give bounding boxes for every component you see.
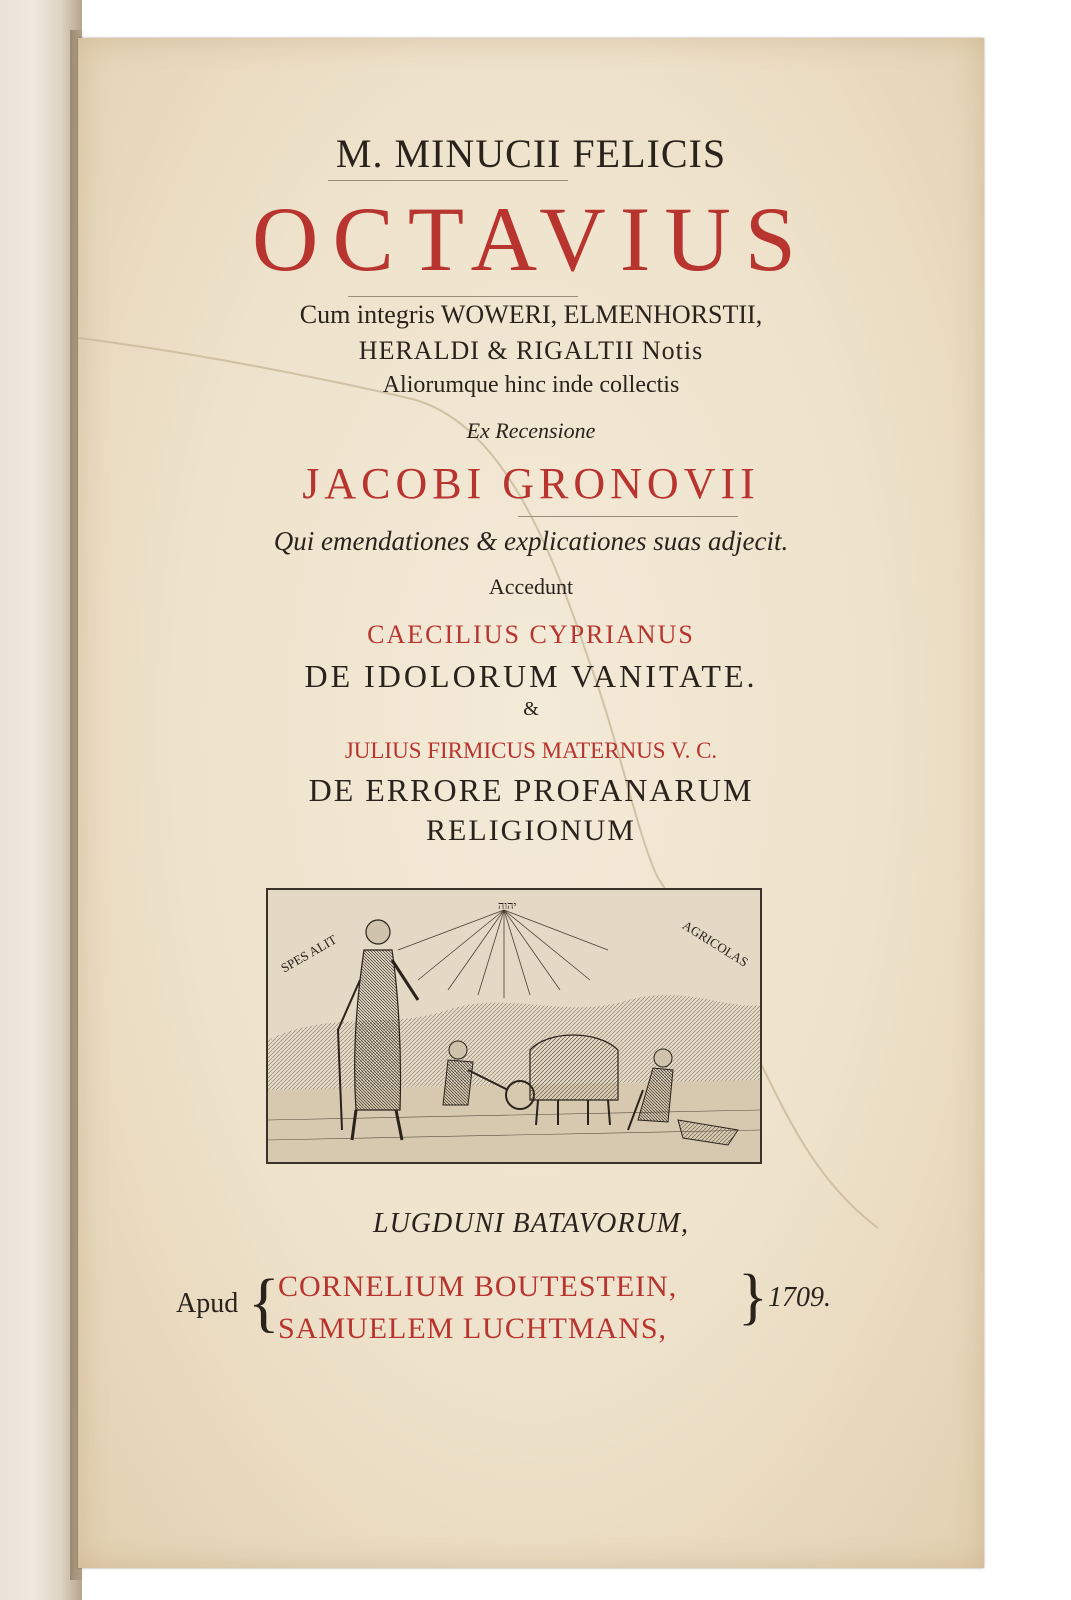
- apud-label: Apud: [176, 1288, 239, 1319]
- imprint-block: [78, 1263, 984, 1356]
- author2-line: CAECILIUS CYPRIANUS: [367, 620, 695, 649]
- accedunt-line: Accedunt: [488, 574, 574, 599]
- printers-device-engraving: [266, 888, 762, 1164]
- commentators-line-1: Cum integris WOWERI, ELMENHORSTII,: [299, 300, 763, 329]
- right-brace: }: [738, 1263, 768, 1331]
- motto-right: AGRICOLAS: [679, 917, 751, 970]
- motto-left: SPES ALIT: [278, 931, 340, 976]
- printer-2: SAMUELEM LUCHTMANS,: [278, 1312, 668, 1345]
- rule: [348, 296, 578, 297]
- others-line: Aliorumque hinc inde collectis: [382, 372, 680, 398]
- title-line: OCTAVIUS: [252, 188, 810, 290]
- rule: [518, 516, 738, 517]
- title-page: [78, 38, 984, 1568]
- imprint-year: 1709.: [768, 1282, 831, 1313]
- rule: [328, 180, 568, 181]
- work3-line-2: RELIGIONUM: [426, 814, 636, 847]
- author-line: M. MINUCII FELICIS: [335, 131, 727, 176]
- divine-name-in-sun: יהוה: [498, 900, 517, 912]
- printer-1: CORNELIUM BOUTESTEIN,: [278, 1270, 678, 1303]
- work3-line-1: DE ERRORE PROFANARUM: [308, 772, 754, 808]
- author3-line: JULIUS FIRMICUS MATERNUS V. C.: [344, 738, 718, 763]
- left-brace: {: [248, 1266, 280, 1339]
- imprint-place: LUGDUNI BATAVORUM,: [373, 1208, 689, 1239]
- ex-recensione-line: Ex Recensione: [466, 418, 596, 443]
- ampersand-line: &: [523, 698, 539, 720]
- commentators-line-2: HERALDI & RIGALTII Notis: [358, 336, 704, 365]
- work2-line: DE IDOLORUM VANITATE.: [304, 658, 758, 694]
- editor-note-line: Qui emendationes & explicationes suas adjecit.: [273, 526, 789, 556]
- editor-line: JACOBI GRONOVII: [302, 459, 760, 508]
